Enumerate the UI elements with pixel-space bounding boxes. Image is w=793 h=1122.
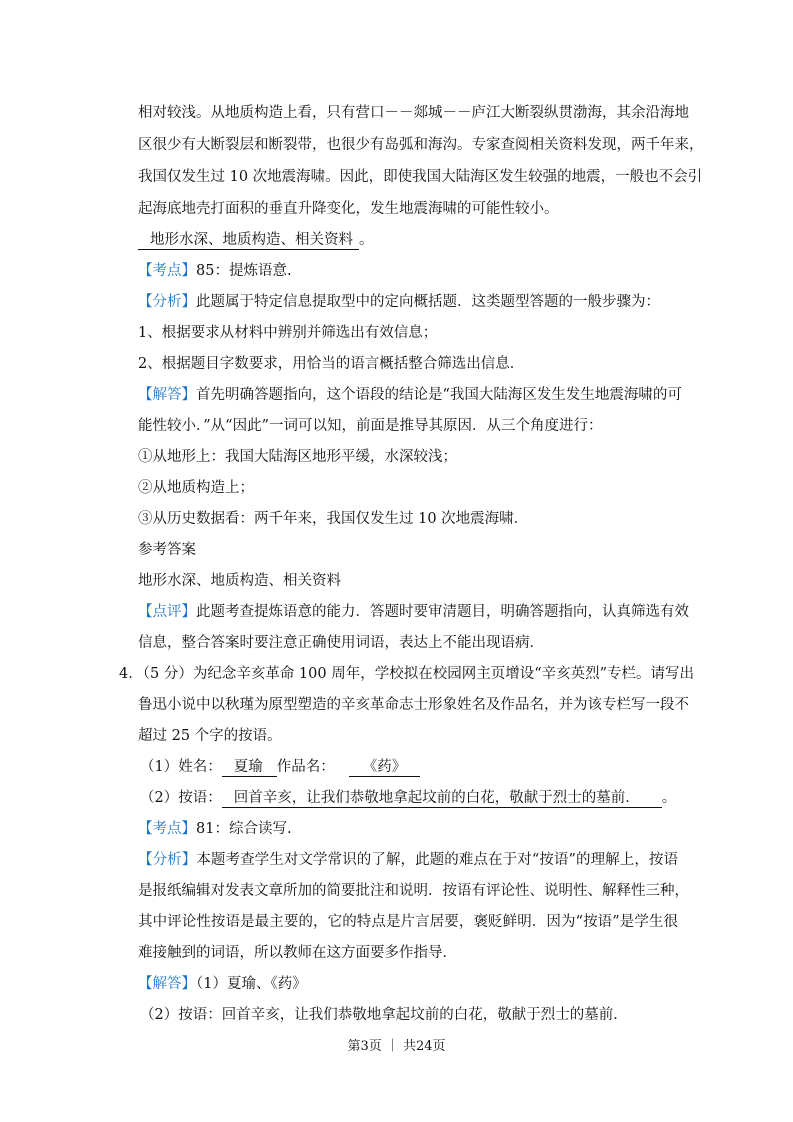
kaodian-tag: 【考点】 bbox=[138, 263, 196, 279]
dianping-line-1 bbox=[138, 602, 689, 622]
dianping-tag: 【点评】 bbox=[138, 604, 196, 620]
q4-jieda-tag: 【解答】 bbox=[138, 976, 196, 992]
question-4-line-2: 鲁迅小说中以秋瑾为原型塑造的辛亥革命志士形象姓名及作品名，并为该专栏写一段不 bbox=[138, 697, 689, 713]
jieda-tag: 【解答】 bbox=[138, 387, 196, 403]
note-value: 回首辛亥，让我们恭敬地拿起坟前的白花，敬献于烈士的墓前． bbox=[222, 789, 662, 808]
fenxi-line bbox=[138, 292, 678, 312]
q4-name-line bbox=[140, 757, 680, 777]
point-3: ③从历史数据看：两千年来，我国仅发生过 10 次地震海啸． bbox=[138, 511, 529, 527]
q4-kaodian-tag: 【考点】 bbox=[138, 821, 196, 837]
note-end: 。 bbox=[661, 790, 677, 806]
question-4-line-1 bbox=[119, 664, 695, 684]
reference-title: 参考答案 bbox=[138, 542, 196, 558]
kaodian-line bbox=[138, 261, 678, 281]
body-line-4: 起海底地壳打面积的垂直升降变化，发生地震海啸的可能性较小。 bbox=[138, 201, 559, 217]
answer-line bbox=[138, 230, 678, 250]
jieda-text-1: 首先明确答题指向，这个语段的结论是“我国大陆海区发生发生地震海啸的可 bbox=[196, 387, 682, 403]
q4-fenxi-tag: 【分析】 bbox=[138, 852, 197, 868]
body-line-3: 我国仅发生过 10 次地震海啸。因此，即使我国大陆海区发生较强的地震，一般也不会引 bbox=[138, 169, 703, 185]
q4-jieda-text-1: （1）夏瑜、《药》 bbox=[196, 976, 307, 992]
work-label: 作品名： bbox=[276, 759, 335, 775]
reference-answer: 地形水深、地质构造、相关资料 bbox=[138, 573, 341, 589]
jieda-line-1 bbox=[138, 385, 682, 405]
question-4-line-3: 超过 25 个字的按语。 bbox=[138, 728, 282, 744]
q4-fenxi-line-3: 其中评论性按语是最主要的，它的特点是片言居要，褒贬鲜明．因为“按语”是学生很 bbox=[138, 914, 678, 930]
answer-blank: 地形水深、地质构造、相关资料 bbox=[138, 231, 359, 250]
q4-fenxi-text-1: 本题考查学生对文学常识的了解，此题的难点在于对“按语”的理解上，按语 bbox=[196, 852, 678, 868]
point-1: ①从地形上：我国大陆海区地形平缓，水深较浅； bbox=[138, 449, 457, 465]
body-line-2: 区很少有大断裂层和断裂带，也很少有岛弧和海沟。专家查阅相关资料发现，两千年来， bbox=[138, 137, 704, 153]
q4-jieda-line-1 bbox=[138, 974, 678, 994]
q4-kaodian-text: 81：综合读写. bbox=[196, 821, 292, 837]
q4-kaodian-line bbox=[138, 819, 678, 839]
jieda-line-2: 能性较小．”从“因此”一词可以知，前面是推导其原因．从三个角度进行： bbox=[138, 418, 603, 434]
q4-note-line bbox=[140, 788, 680, 808]
question-4-text-1: （5 分）为纪念辛亥革命 100 周年，学校拟在校园网主页增设“辛亥英烈”专栏。请写出 bbox=[142, 666, 695, 682]
q4-fenxi-line-1 bbox=[138, 850, 678, 870]
answer-end: 。 bbox=[359, 232, 374, 248]
fenxi-tag: 【分析】 bbox=[138, 294, 196, 310]
body-line-1: 相对较浅。从地质构造上看，只有营口－－郯城－－庐江大断裂纵贯渤海，其余沿海地 bbox=[138, 105, 689, 121]
page-footer: 第3页 ｜ 共24页 bbox=[347, 1039, 446, 1054]
fenxi-text: 此题属于特定信息提取型中的定向概括题．这类题型答题的一般步骤为： bbox=[196, 294, 660, 310]
q4-fenxi-line-4: 难接触到的词语，所以教师在这方面要多作指导． bbox=[138, 945, 457, 961]
dianping-text-1: 此题考查提炼语意的能力．答题时要审清题目，明确答题指向，认真筛选有效 bbox=[196, 604, 689, 620]
dianping-line-2: 信息，整合答案时要注意正确使用词语，表达上不能出现语病． bbox=[138, 635, 544, 651]
kaodian-text: 85：提炼语意. bbox=[196, 263, 292, 279]
step-2: 2、根据题目字数要求，用恰当的语言概括整合筛选出信息． bbox=[138, 356, 525, 372]
q4-jieda-line-2: （2）按语：回首辛亥，让我们恭敬地拿起坟前的白花，敬献于烈士的墓前． bbox=[140, 1007, 628, 1023]
note-label: （2）按语： bbox=[140, 790, 222, 806]
point-2: ②从地质构造上； bbox=[138, 480, 254, 496]
step-1: 1、根据要求从材料中辨别并筛选出有效信息； bbox=[138, 325, 438, 341]
name-value: 夏瑜 bbox=[222, 758, 277, 777]
question-number: 4． bbox=[119, 666, 143, 682]
work-value: 《药》 bbox=[349, 758, 421, 777]
name-label: （1）姓名： bbox=[140, 759, 222, 775]
q4-fenxi-line-2: 是报纸编辑对发表文章所加的简要批注和说明．按语有评论性、说明性、解释性三种， bbox=[138, 883, 689, 899]
